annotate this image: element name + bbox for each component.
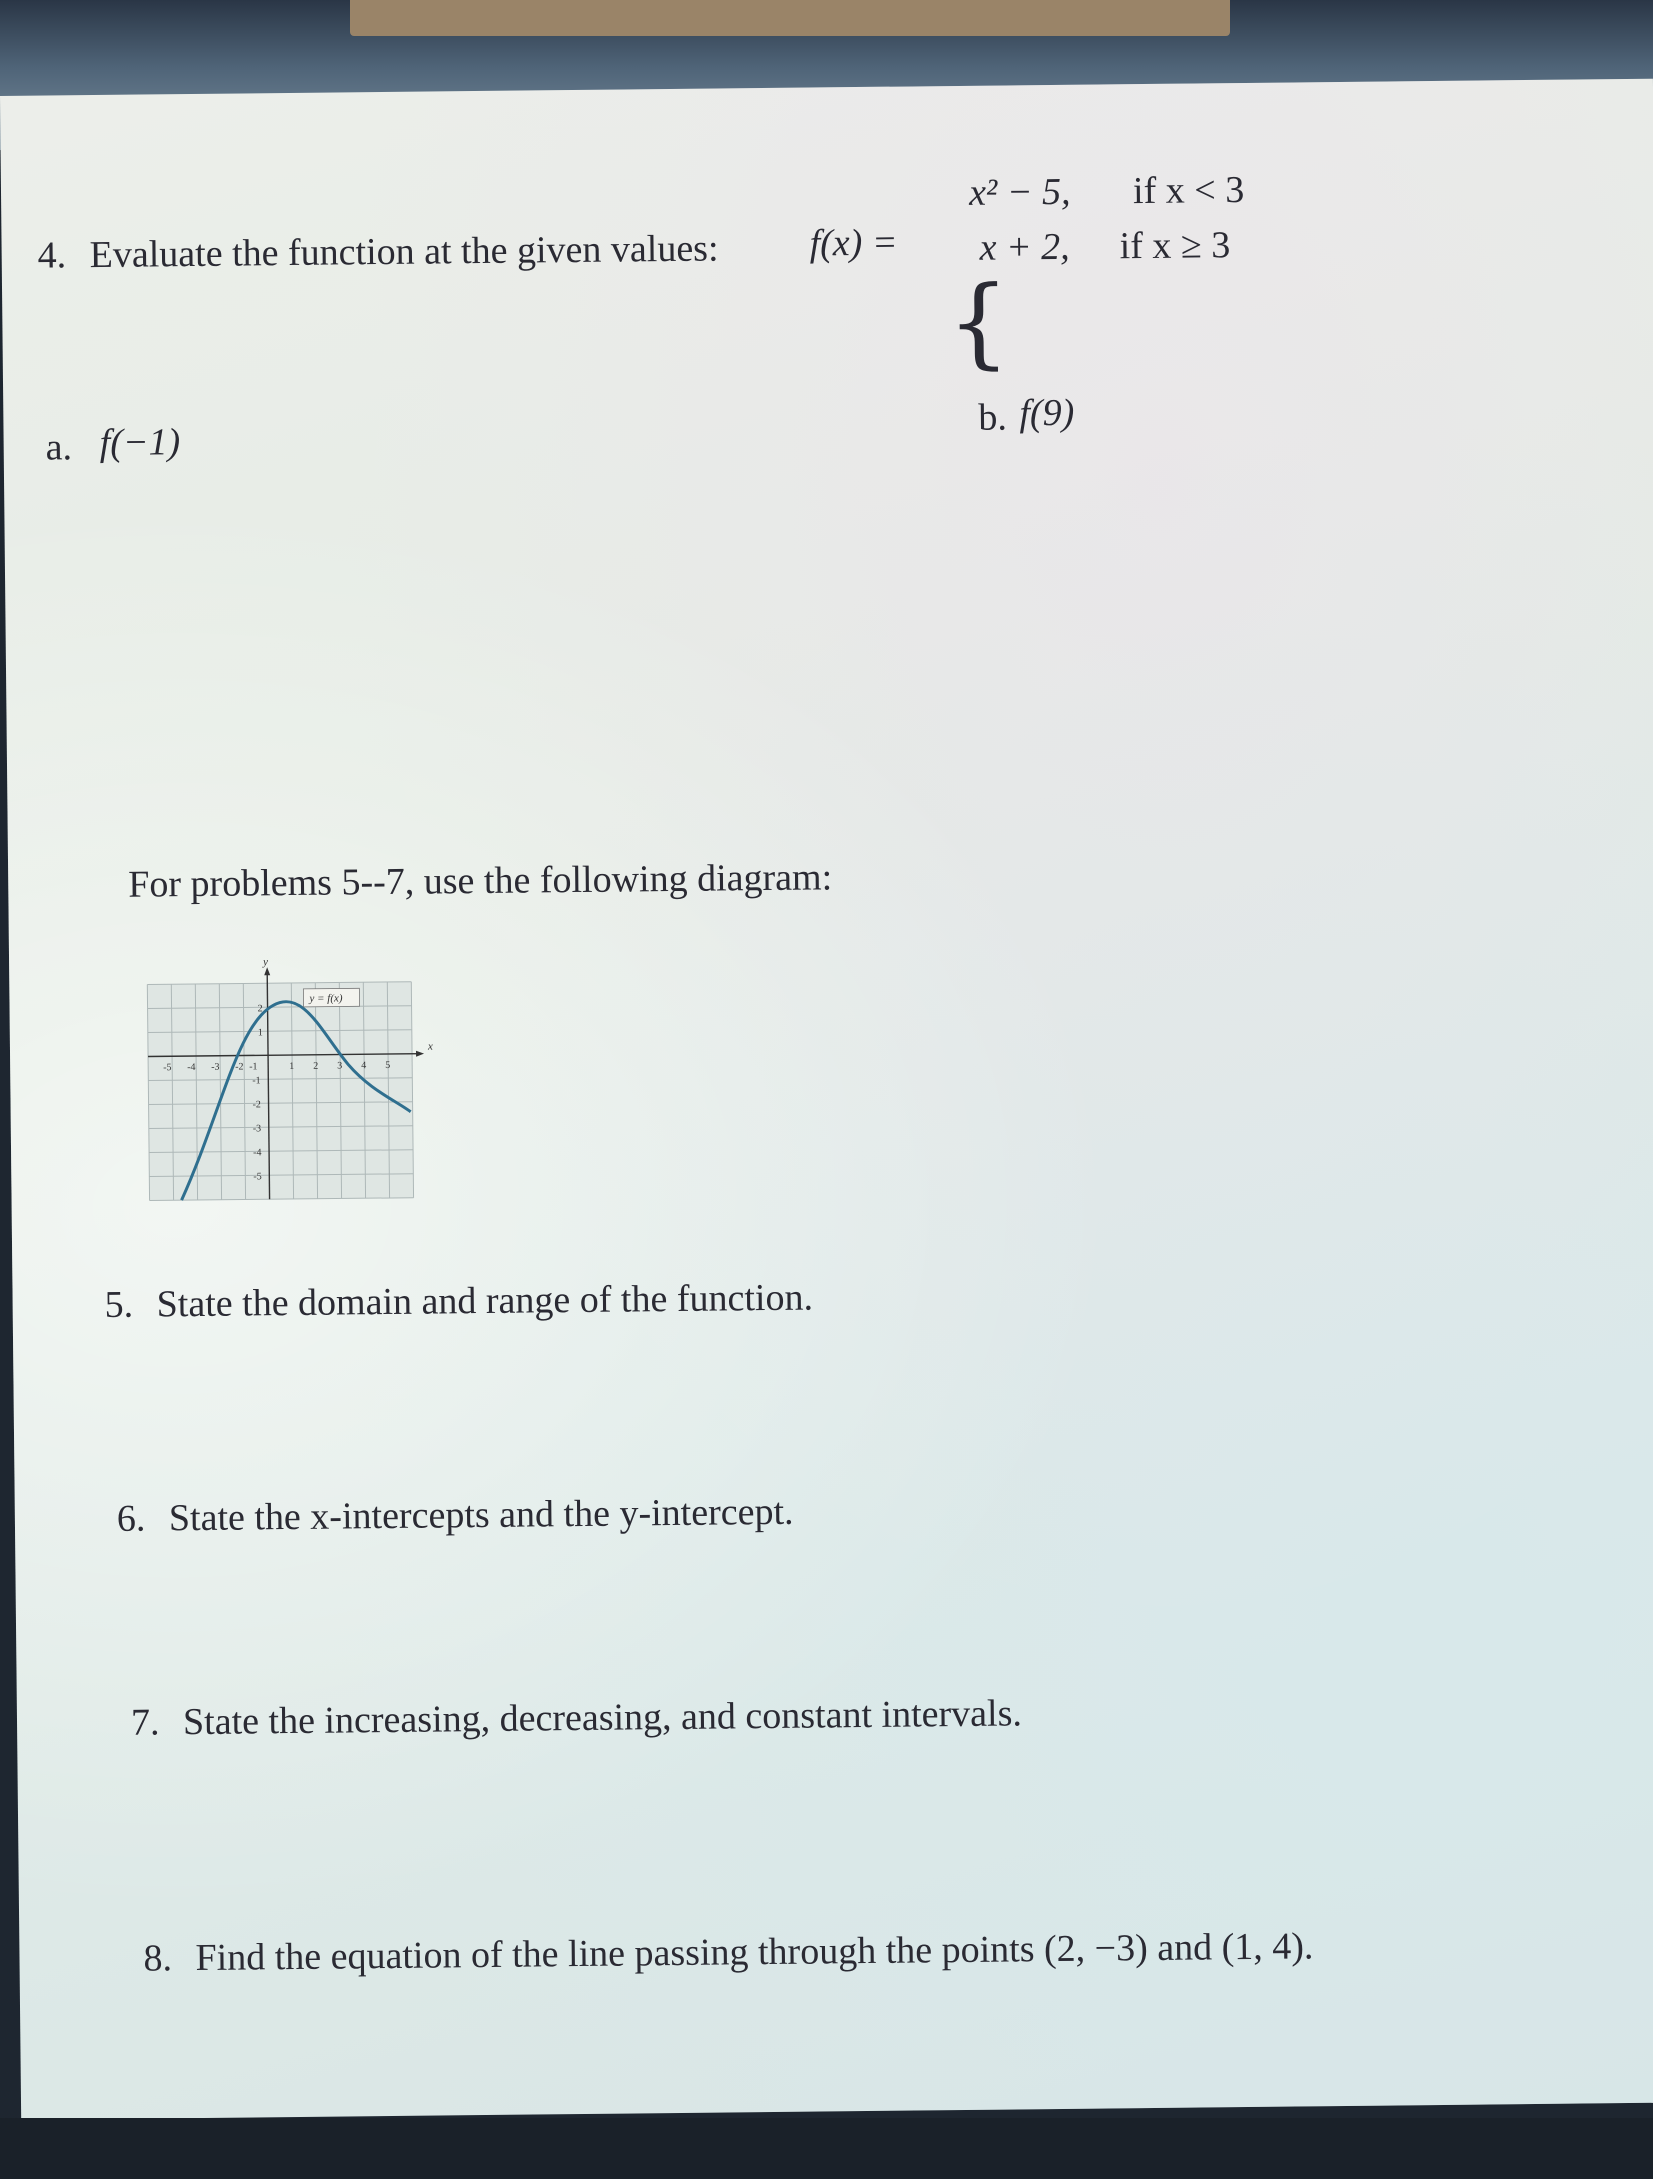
problem-4-number: 4. xyxy=(37,234,67,277)
y-tick-label: -3 xyxy=(252,1123,262,1135)
y-axis-arrow xyxy=(264,967,270,975)
y-tick-label: -1 xyxy=(252,1075,261,1087)
x-tick-label: 4 xyxy=(361,1060,367,1072)
x-tick-label: -4 xyxy=(187,1062,196,1074)
case-2-condition: if x ≥ 3 xyxy=(1119,224,1231,268)
piecewise-brace: { xyxy=(946,265,1011,381)
curve-label: y = f(x) xyxy=(309,992,343,1005)
y-tick-label: 2 xyxy=(257,1003,263,1015)
x-tick-label: 1 xyxy=(289,1060,295,1073)
problem-5-text: State the domain and range of the function. xyxy=(156,1276,814,1326)
x-tick-label: -3 xyxy=(211,1061,220,1073)
part-a-expression: f(−1) xyxy=(99,421,181,464)
x-axis-label: x xyxy=(427,1040,433,1053)
problem-4-prompt: Evaluate the function at the given values: xyxy=(89,227,719,277)
background-bottom xyxy=(0,2118,1653,2179)
x-tick-label: -2 xyxy=(235,1061,244,1073)
part-b-label: b. xyxy=(978,396,1008,439)
part-b-expression: f(9) xyxy=(1019,391,1075,435)
x-tick-label: 5 xyxy=(385,1059,391,1072)
diagram-intro: For problems 5--7, use the following diagram: xyxy=(128,856,833,906)
y-axis-label: y xyxy=(263,956,269,969)
function-graph xyxy=(137,951,440,1218)
problem-7-number: 7. xyxy=(130,1701,160,1744)
problem-7-text: State the increasing, decreasing, and constant intervals. xyxy=(182,1692,1023,1744)
case-1-condition: if x < 3 xyxy=(1132,168,1245,213)
x-tick-label: 3 xyxy=(337,1060,343,1072)
x-tick-label: -1 xyxy=(249,1061,258,1073)
problem-8-text: Find the equation of the line passing through the points (2, −3) and (1, 4). xyxy=(195,1925,1314,1980)
case-2-expression: x + 2, xyxy=(979,225,1070,269)
graph-background xyxy=(147,982,413,1201)
problem-6-text: State the x-intercepts and the y-intercept. xyxy=(168,1490,794,1540)
part-a-label: a. xyxy=(45,426,73,469)
x-axis-arrow xyxy=(416,1051,424,1057)
function-lhs: f(x) = xyxy=(809,221,898,265)
worksheet-page xyxy=(0,79,1653,2120)
x-tick-label: -5 xyxy=(163,1062,172,1074)
y-tick-label: -2 xyxy=(252,1099,261,1111)
background-object xyxy=(350,0,1230,36)
y-tick-label: -4 xyxy=(253,1147,262,1159)
x-tick-label: 2 xyxy=(313,1060,319,1072)
problem-8-number: 8. xyxy=(143,1937,173,1980)
problem-5-number: 5. xyxy=(104,1283,134,1326)
case-1-expression: x² − 5, xyxy=(968,170,1071,214)
y-tick-label: 1 xyxy=(257,1027,263,1039)
problem-6-number: 6. xyxy=(116,1497,146,1540)
y-tick-label: -5 xyxy=(253,1171,262,1183)
